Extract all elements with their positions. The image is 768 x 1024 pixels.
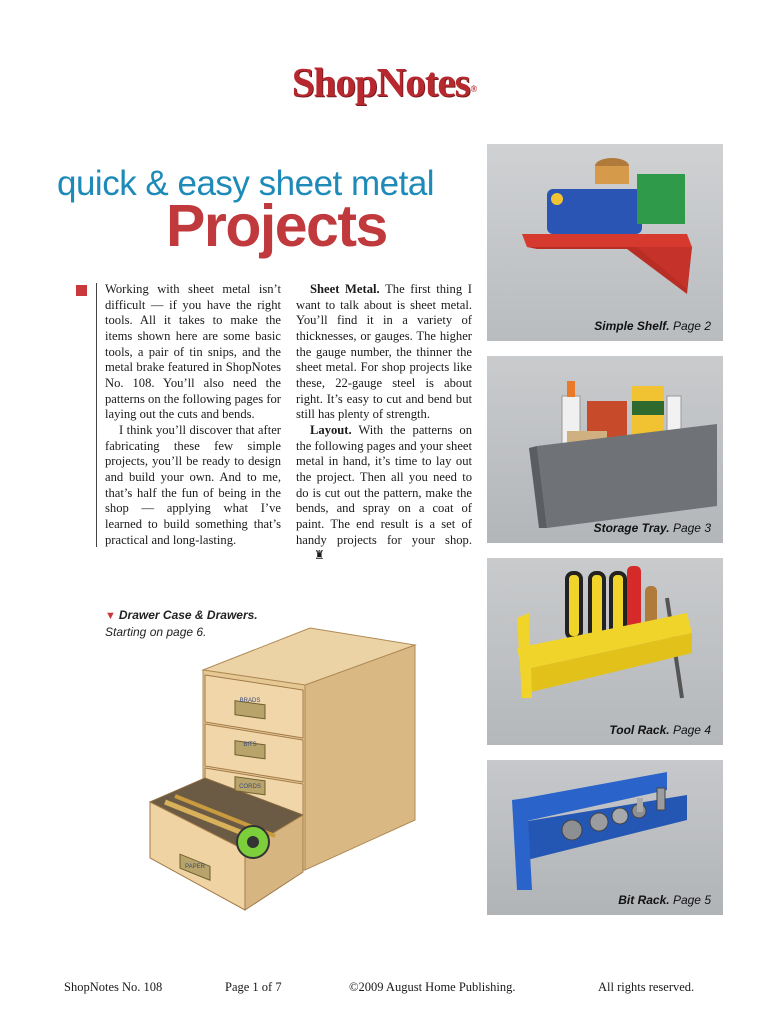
paragraph bbox=[296, 423, 472, 564]
triangle-marker-icon: ▼ bbox=[105, 610, 116, 622]
registered-mark: ® bbox=[470, 84, 477, 94]
photo-caption-page: Page 4 bbox=[672, 723, 711, 737]
run-in-heading: Layout. bbox=[310, 422, 352, 437]
bit-rack-illustration bbox=[487, 760, 723, 915]
drawer-label: BITS bbox=[243, 742, 257, 748]
storage-tray-caption bbox=[594, 521, 711, 535]
drawer-caption-sub: Starting on page 6. bbox=[105, 625, 207, 639]
drawer-label: CORDS bbox=[239, 784, 261, 790]
drawer-caption-title: Drawer Case & Drawers. bbox=[118, 608, 258, 622]
section-bullet bbox=[76, 285, 87, 296]
paragraph-text: The first thing I want to talk about is sheet metal. You’ll find it in a variety of thicknesses, or gauges. The higher the gauge number, the thinner the sheet metal. For shop projects like these, 22-gauge steel is about right. It’s easy to cut and bend but still has plenty of strength. bbox=[296, 282, 472, 422]
footer-rights: All rights reserved. bbox=[598, 980, 695, 994]
paragraph: Working with sheet metal isn’t difficult — if you have the right tools. All it takes to make the items shown here are some basic tools, a pair of tin snips, and the metal brake featured in ShopNotes No. 108. You’ll also need the patterns on the following pages for laying out the cuts and bends. bbox=[105, 282, 281, 422]
paragraph: I think you’ll discover that after fabricating these few simple projects, you’ll be ready to design and build your own. And to me, that’s half the fun of being in the shop — applying what I’ve learned to build something that’s practical and long-lasting. bbox=[105, 422, 281, 547]
paragraph bbox=[296, 282, 472, 423]
shelf-illustration bbox=[487, 144, 723, 341]
photo-caption-title: Tool Rack. bbox=[609, 723, 670, 737]
end-mark-icon: ♜ bbox=[314, 548, 325, 563]
drawer-label: PAPER bbox=[185, 864, 205, 870]
photo-caption-page: Page 5 bbox=[672, 893, 711, 907]
tool-rack-caption bbox=[609, 723, 711, 737]
article-column-2 bbox=[296, 282, 472, 564]
tool-rack-photo bbox=[487, 558, 723, 745]
storage-tray-photo bbox=[487, 356, 723, 543]
photo-caption-title: Bit Rack. bbox=[618, 893, 670, 907]
paragraph-text: With the patterns on the following pages and your sheet metal in hand, it’s time to lay out the project. Then all you need to do is cut out the pattern, make the bends, and spray on a coat of paint. The end result is a set of handy projects for your shop. bbox=[296, 422, 472, 547]
photo-caption-title: Storage Tray. bbox=[593, 521, 670, 535]
photo-caption-page: Page 3 bbox=[672, 521, 711, 535]
simple-shelf-photo bbox=[487, 144, 723, 341]
headline-kicker: quick & easy sheet metal bbox=[57, 164, 435, 203]
simple-shelf-caption bbox=[594, 319, 711, 333]
article-column-1 bbox=[105, 282, 281, 548]
page-title: Projects bbox=[166, 193, 387, 259]
photo-caption-title: Simple Shelf. bbox=[594, 319, 670, 333]
footer-copyright: ©2009 August Home Publishing. bbox=[349, 980, 516, 994]
footer-page-number: Page 1 of 7 bbox=[225, 980, 282, 994]
footer-issue: ShopNotes No. 108 bbox=[64, 980, 163, 994]
bit-rack-caption bbox=[618, 893, 711, 907]
logo-text: ShopNotes bbox=[291, 59, 470, 105]
shopnotes-logo bbox=[0, 58, 768, 106]
tray-illustration bbox=[487, 356, 723, 543]
drawer-case-photo bbox=[145, 610, 420, 920]
run-in-heading: Sheet Metal. bbox=[310, 282, 380, 296]
photo-caption-page: Page 2 bbox=[672, 319, 711, 333]
tool-rack-illustration bbox=[487, 558, 723, 745]
bit-rack-photo bbox=[487, 760, 723, 915]
drawer-label: BRADS bbox=[239, 698, 261, 704]
column-rule bbox=[96, 283, 97, 547]
